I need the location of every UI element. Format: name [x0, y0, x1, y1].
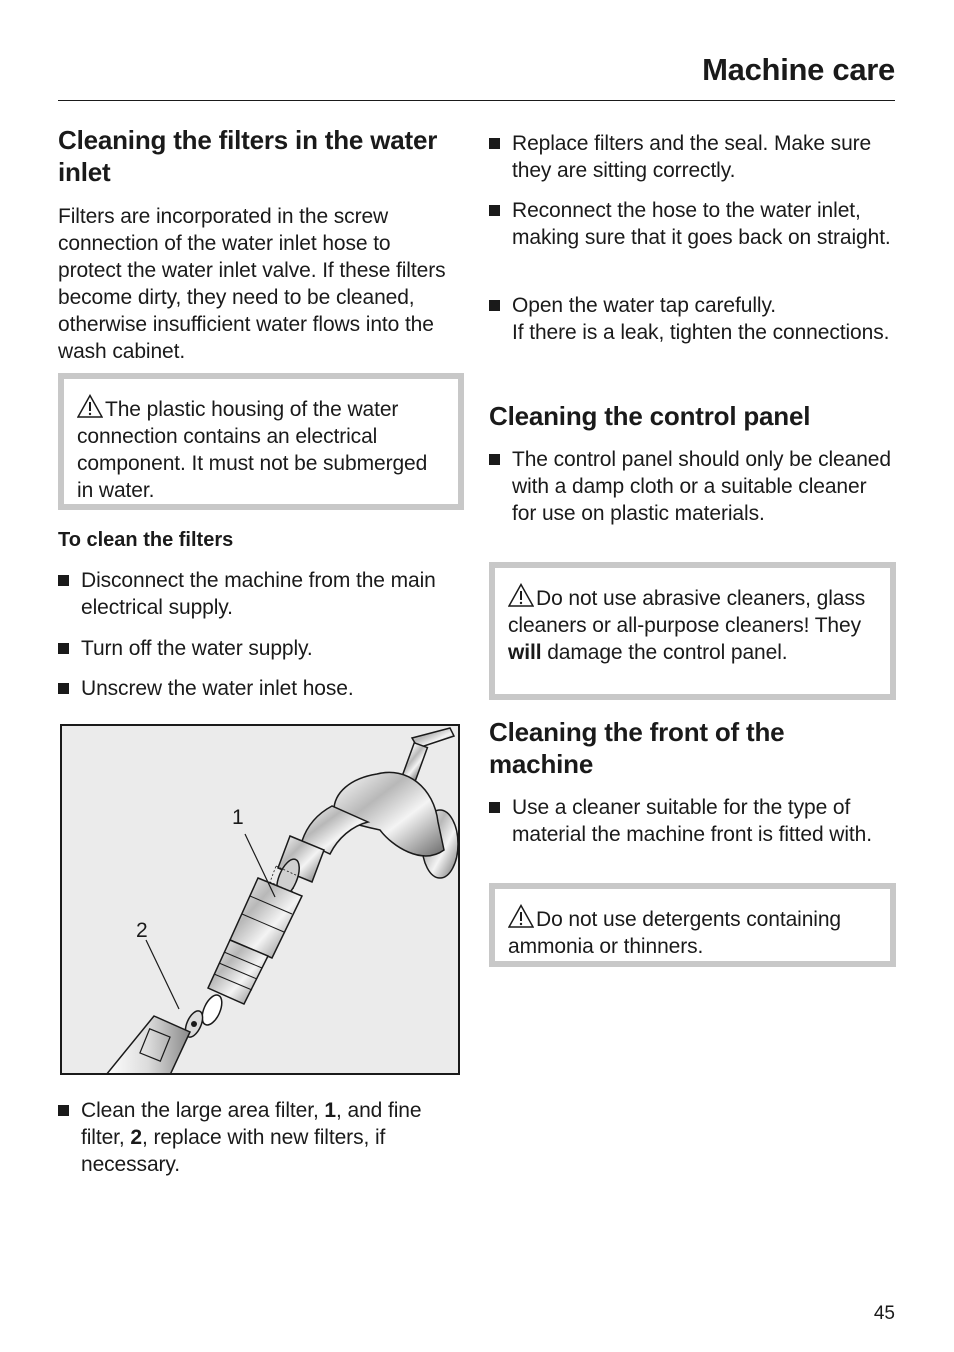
list-item [58, 567, 461, 621]
list-item [58, 675, 461, 702]
text-span: Clean the large area filter, [81, 1099, 325, 1122]
warning-text: The plastic housing of the water connection contains an electrical component. It must not be submerged in water. [77, 398, 428, 502]
bullet-square-icon [58, 643, 69, 654]
bullet-square-icon [489, 802, 500, 813]
list-item [489, 446, 892, 527]
list-item-text: Unscrew the water inlet hose. [81, 677, 354, 700]
list-item [58, 1097, 466, 1178]
text-span: damage the control panel. [541, 641, 788, 664]
list-item-text: If there is a leak, tighten the connections. [512, 321, 890, 344]
tap-and-hose-drawing [62, 726, 458, 1073]
callout-2: 2 [136, 919, 148, 942]
warning-box-abrasive [489, 562, 896, 700]
list-item-text: Turn off the water supply. [81, 637, 313, 660]
bullet-square-icon [58, 1105, 69, 1116]
warning-box-electrical [58, 373, 464, 510]
section-heading-front: Cleaning the front of the machine [489, 717, 785, 779]
page-number: 45 [873, 1303, 895, 1324]
filter-number-1: 1 [324, 1099, 337, 1122]
warning-triangle-icon [77, 394, 103, 418]
list-item [489, 130, 897, 184]
list-item-text: Reconnect the hose to the water inlet, making sure that it goes back on straight. [512, 199, 891, 249]
section-heading-water-inlet-filters: Cleaning the filters in the water inlet [58, 125, 438, 187]
section-heading-control-panel: Cleaning the control panel [489, 401, 811, 431]
list-item [489, 292, 897, 346]
bullet-square-icon [489, 300, 500, 311]
warning-triangle-icon [508, 904, 534, 928]
warning-box-ammonia [489, 883, 896, 967]
subheading-to-clean-filters: To clean the filters [58, 529, 234, 551]
filter-number-2: 2 [130, 1126, 142, 1149]
text-span: , replace with new filters, if necessary. [81, 1126, 386, 1176]
text-span: Do not use abrasive cleaners, glass cleaners or all-purpose cleaners! They [508, 587, 866, 637]
emphasis-text: will [508, 641, 542, 664]
bullet-square-icon [489, 454, 500, 465]
warning-text: Do not use detergents containing ammonia or thinners. [508, 908, 842, 958]
list-item-text: Open the water tap carefully. [512, 294, 777, 317]
bullet-square-icon [58, 575, 69, 586]
warning-triangle-icon [508, 583, 534, 607]
bullet-square-icon [489, 205, 500, 216]
filter-hose-illustration [60, 724, 460, 1075]
callout-1: 1 [232, 806, 244, 829]
list-item [489, 794, 897, 848]
list-item [58, 635, 461, 662]
list-item-text: The control panel should only be cleaned with a damp cloth or a suitable cleaner for use on plastic materials. [512, 448, 891, 525]
bullet-square-icon [58, 683, 69, 694]
list-item-text: Use a cleaner suitable for the type of material the machine front is fitted with. [512, 796, 872, 846]
page-title: Machine care [702, 52, 895, 87]
list-item-text: Disconnect the machine from the main electrical supply. [81, 569, 436, 619]
text-span: , and fine filter, [81, 1099, 422, 1149]
list-item-text: Replace filters and the seal. Make sure they are sitting correctly. [512, 132, 872, 182]
list-item [489, 197, 897, 251]
bullet-square-icon [489, 138, 500, 149]
intro-paragraph: Filters are incorporated in the screw connection of the water inlet hose to protect the water inlet valve. If these filters become dirty, they need to be cleaned, otherwise insufficient water flows into the wash cabinet. [58, 205, 446, 363]
header-divider [58, 100, 895, 101]
